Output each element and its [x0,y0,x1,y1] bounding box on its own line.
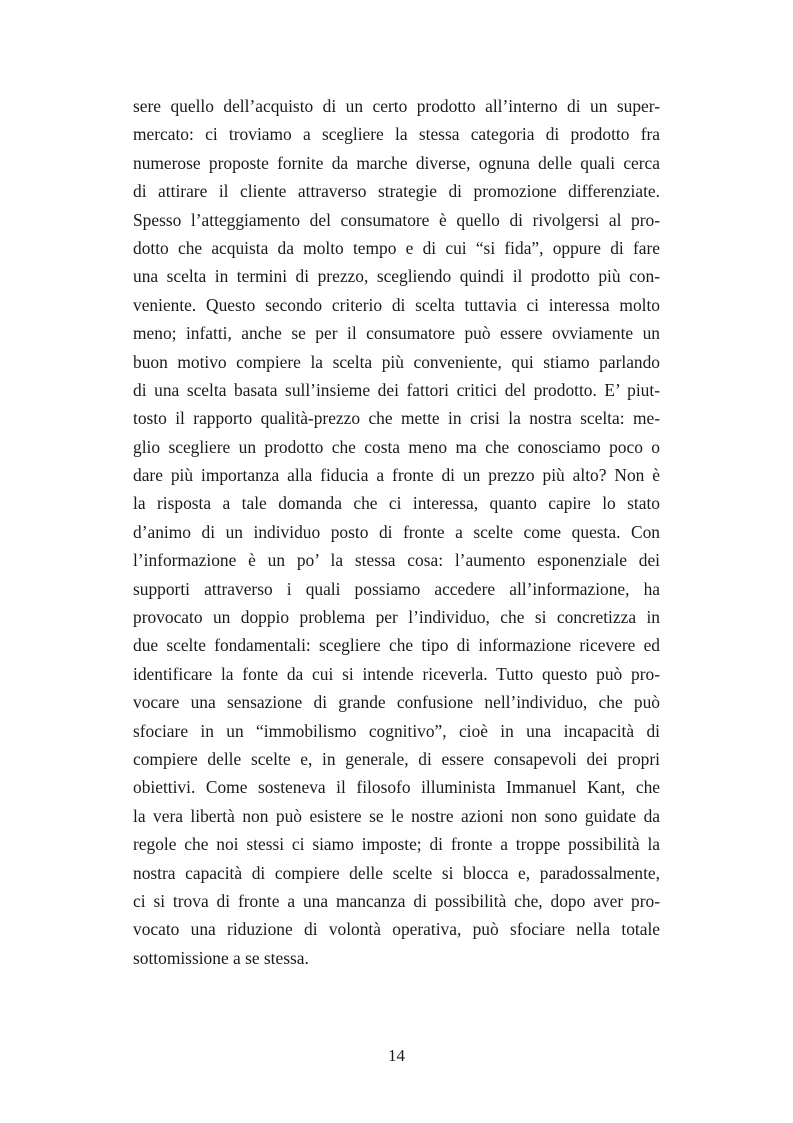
text-line: buon motivo compiere la scelta più conveniente, qui stiamo parlando [133,351,660,372]
text-line: ci si trova di fronte a una mancanza di possibilità che, dopo aver pro- [133,890,660,911]
text-line: nostra capacità di compiere delle scelte si blocca e, paradossalmente, [133,862,660,883]
text-line: identificare la fonte da cui si intende riceverla. Tutto questo può pro- [133,663,660,684]
text-line: sfociare in un “immobilismo cognitivo”, cioè in una incapacità di [133,720,660,741]
text-line: sere quello dell’acquisto di un certo prodotto all’interno di un super- [133,96,660,116]
text-line: tosto il rapporto qualità-prezzo che mette in crisi la nostra scelta: me- [133,408,660,429]
text-line: glio scegliere un prodotto che costa meno ma che conosciamo poco o [133,436,660,457]
text-line: di attirare il cliente attraverso strategie di promozione differenziate. [133,181,660,202]
text-line: una scelta in termini di prezzo, scegliendo quindi il prodotto più con- [133,266,660,287]
text-line: obiettivi. Come sosteneva il filosofo illuminista Immanuel Kant, che [133,777,660,798]
text-line: vocare una sensazione di grande confusione nell’individuo, che può [133,692,660,713]
text-line: provocato un doppio problema per l’individuo, che si concretizza in [133,607,660,628]
text-line: meno; infatti, anche se per il consumatore può essere ovviamente un [133,323,660,344]
text-line: vocato una riduzione di volontà operativa, può sfociare nella totale [133,919,660,940]
page-number: 14 [388,1046,405,1065]
body-paragraph [133,92,660,972]
text-line: la vera libertà non può esistere se le nostre azioni non sono guidate da [133,805,660,826]
text-line: dare più importanza alla fiducia a fronte di un prezzo più alto? Non è [133,465,660,486]
text-line: d’animo di un individuo posto di fronte a scelte come questa. Con [133,521,660,542]
text-line: due scelte fondamentali: scegliere che tipo di informazione ricevere ed [133,635,660,656]
text-line: regole che noi stessi ci siamo imposte; di fronte a troppe possibilità la [133,834,660,855]
text-line: veniente. Questo secondo criterio di scelta tuttavia ci interessa molto [133,294,660,315]
text-line: l’informazione è un po’ la stessa cosa: l’aumento esponenziale dei [133,550,660,571]
text-line: di una scelta basata sull’insieme dei fattori critici del prodotto. E’ piut- [133,379,660,400]
text-line: supporti attraverso i quali possiamo accedere all’informazione, ha [133,578,660,599]
text-line: mercato: ci troviamo a scegliere la stessa categoria di prodotto fra [133,124,660,145]
text-line: la risposta a tale domanda che ci interessa, quanto capire lo stato [133,493,660,514]
text-line-last: sottomissione a se stessa. [133,947,309,968]
text-line: compiere delle scelte e, in generale, di essere consapevoli dei propri [133,748,660,769]
text-line: numerose proposte fornite da marche diverse, ognuna delle quali cerca [133,152,660,173]
text-line: Spesso l’atteggiamento del consumatore è quello di rivolgersi al pro- [133,209,660,230]
text-line: dotto che acquista da molto tempo e di cui “si fida”, oppure di fare [133,237,660,258]
